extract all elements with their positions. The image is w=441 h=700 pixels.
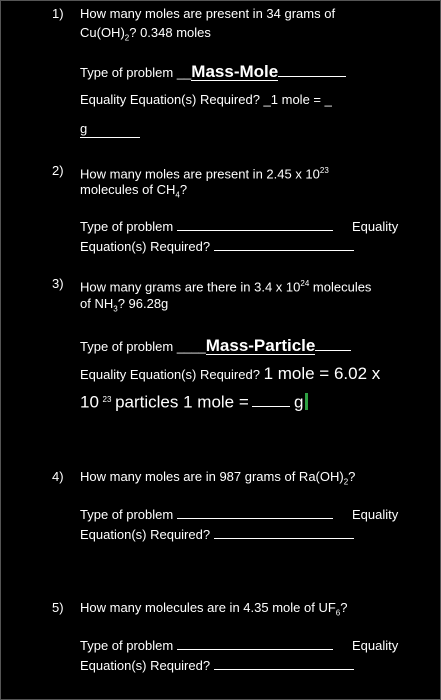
- question-text: How many moles are present in 2.45 x $10^{23}$: [80, 166, 329, 182]
- question-text: How many grams are there in 3.4 x $10^{24}$ molecules: [80, 279, 372, 295]
- text-cursor: [305, 393, 308, 410]
- question-text: How many moles are present in 34 grams of: [80, 6, 336, 21]
- question-number: 3): [52, 276, 64, 291]
- question-text: molecules of $CH_4$?: [80, 182, 188, 200]
- question-number: 4): [52, 469, 64, 484]
- question-text: $Cu(OH)_2$? 0.348 moles: [80, 25, 211, 43]
- question-number: 1): [52, 6, 64, 21]
- question-number: 5): [52, 600, 64, 615]
- equality-unit: g: [80, 121, 140, 138]
- question-text: How many molecules are in 4.35 mole of $UF_6$?: [80, 600, 348, 618]
- equality-equation-cont: 10 $^{23}$ particles 1 mole = g: [80, 392, 308, 411]
- equality-label: Equality: [352, 219, 399, 234]
- type-of-problem: Type of problem: [80, 219, 333, 235]
- equality-label: Equality: [352, 507, 399, 522]
- equality-equation: Equality Equation(s) Required? _1 mole = _: [80, 92, 332, 107]
- type-of-problem: Type of problem __Mass-Mole: [80, 64, 346, 81]
- equation-required: Equation(s) Required?: [80, 239, 354, 255]
- equation-required: Equation(s) Required?: [80, 658, 354, 674]
- type-of-problem: Type of problem ____Mass-Particle: [80, 338, 351, 355]
- equality-equation: Equality Equation(s) Required? 1 mole = 6.02 x: [80, 364, 381, 383]
- type-answer: Mass-Particle: [205, 336, 316, 355]
- equality-label: Equality: [352, 638, 399, 653]
- type-answer: Mass-Mole: [191, 62, 279, 81]
- type-of-problem: Type of problem: [80, 507, 333, 523]
- question-text: How many moles are in 987 grams of $Ra(OH)_2$?: [80, 469, 356, 487]
- question-text: of $NH_3$? 96.28g: [80, 296, 169, 314]
- question-number: 2): [52, 163, 64, 178]
- equation-required: Equation(s) Required?: [80, 527, 354, 543]
- type-of-problem: Type of problem: [80, 638, 333, 654]
